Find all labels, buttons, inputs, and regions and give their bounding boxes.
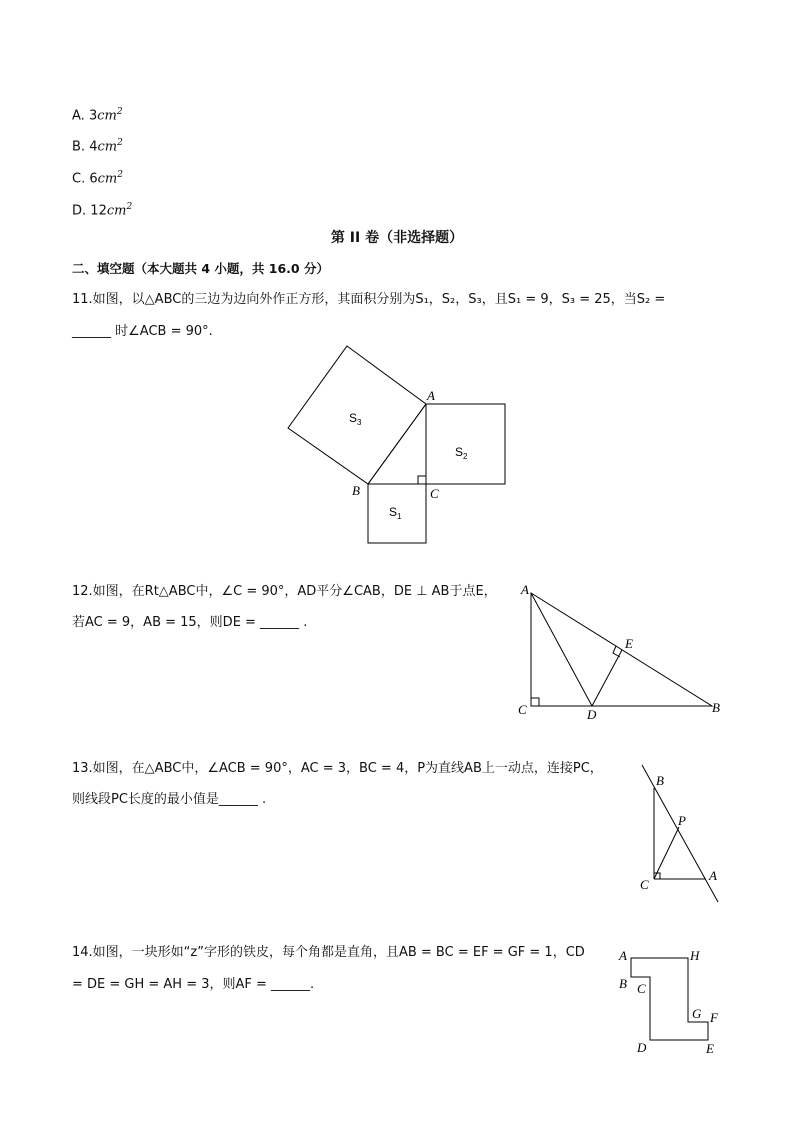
q14-label-a: A xyxy=(619,948,627,963)
option-a-value: 3 xyxy=(88,108,98,124)
q12-label-b: B xyxy=(712,700,720,715)
q14-label-f: F xyxy=(710,1010,718,1025)
q12-right-angle-c xyxy=(531,698,539,706)
q14-label-e: E xyxy=(706,1041,714,1056)
option-c-label: C. xyxy=(72,171,86,187)
option-b-label: B. xyxy=(72,139,86,155)
q14-figure xyxy=(631,958,708,1040)
q14-z-shape xyxy=(631,958,708,1040)
option-d-value: 12 xyxy=(90,203,107,219)
q13-line1: 13.如图，在△ABC中，∠ACB = 90°，AC = 3，BC = 4，P为直线AB上一动点，连接PC， xyxy=(72,761,603,776)
q12-label-d: D xyxy=(587,707,597,722)
q13-figure xyxy=(642,765,718,902)
q13-label-a: A xyxy=(709,868,717,883)
q11-label-b: B xyxy=(352,483,360,498)
option-c-exp: 2 xyxy=(117,170,123,180)
q14-label-c: C xyxy=(637,981,646,996)
option-d-exp: 2 xyxy=(126,202,133,212)
right-angle-c xyxy=(418,476,426,484)
part-heading: 二、填空题（本大题共 4 小题，共 16.0 分） xyxy=(72,261,329,276)
option-c-unit: cm xyxy=(97,171,118,187)
option-a-unit: cm xyxy=(97,108,117,124)
option-b-value: 4 xyxy=(89,139,98,155)
q14-line2: = DE = GH = AH = 3，则AF = ______. xyxy=(72,977,315,992)
q11-label-s2: $S_2$ xyxy=(455,445,468,461)
q13-line2: 则线段PC长度的最小值是______ . xyxy=(72,792,267,807)
q11-label-c: C xyxy=(430,486,439,501)
q13-segment-pc xyxy=(654,827,679,879)
q13-line-ab xyxy=(642,765,718,902)
option-b-unit: cm xyxy=(97,139,118,155)
q14-label-h: H xyxy=(690,948,700,963)
q12-label-e: E xyxy=(625,636,633,651)
square-s2 xyxy=(426,404,505,484)
q14-label-d: D xyxy=(637,1040,647,1055)
q14-line1: 14.如图，一块形如“z”字形的铁皮，每个角都是直角，且AB = BC = EF = GF = 1，CD xyxy=(72,945,585,960)
option-d-unit: cm xyxy=(106,203,127,219)
q13-label-c: C xyxy=(640,877,649,892)
q13-label-b: B xyxy=(656,773,664,788)
option-b-exp: 2 xyxy=(117,138,123,148)
q14-label-g: G xyxy=(692,1006,702,1021)
q12-triangle xyxy=(531,593,712,706)
q12-figure xyxy=(531,593,712,706)
hypotenuse-ab xyxy=(368,404,426,484)
q11-line1: 11.如图，以△ABC的三边为边向外作正方形，其面积分别为S₁，S₂，S₃，且S₁ = 9，S₃ = 25，当S₂ = xyxy=(72,292,666,307)
q12-label-a: A xyxy=(521,582,529,597)
option-a-exp: 2 xyxy=(116,107,123,117)
q12-label-c: C xyxy=(518,702,527,717)
q13-label-p: P xyxy=(678,813,686,828)
section-title: 第 II 卷（非选择题） xyxy=(330,230,464,246)
q14-label-b: B xyxy=(619,976,627,991)
q11-label-a: A xyxy=(427,388,435,403)
q11-label-s1: $S_1$ xyxy=(389,505,402,521)
q12-line1: 12.如图，在Rt△ABC中，∠C = 90°，AD平分∠CAB，DE ⊥ AB于点E， xyxy=(72,584,497,599)
option-c-value: 6 xyxy=(89,171,98,187)
q12-line2: 若AC = 9，AB = 15，则DE = ______ . xyxy=(72,615,308,630)
q12-segment-ad xyxy=(531,593,592,706)
q11-label-s3: $S_3$ xyxy=(349,411,362,427)
option-a-label: A. xyxy=(72,108,85,124)
option-d-label: D. xyxy=(72,203,87,219)
q12-segment-de xyxy=(592,650,622,706)
q11-line2: ______ 时∠ACB = 90°. xyxy=(72,324,213,339)
